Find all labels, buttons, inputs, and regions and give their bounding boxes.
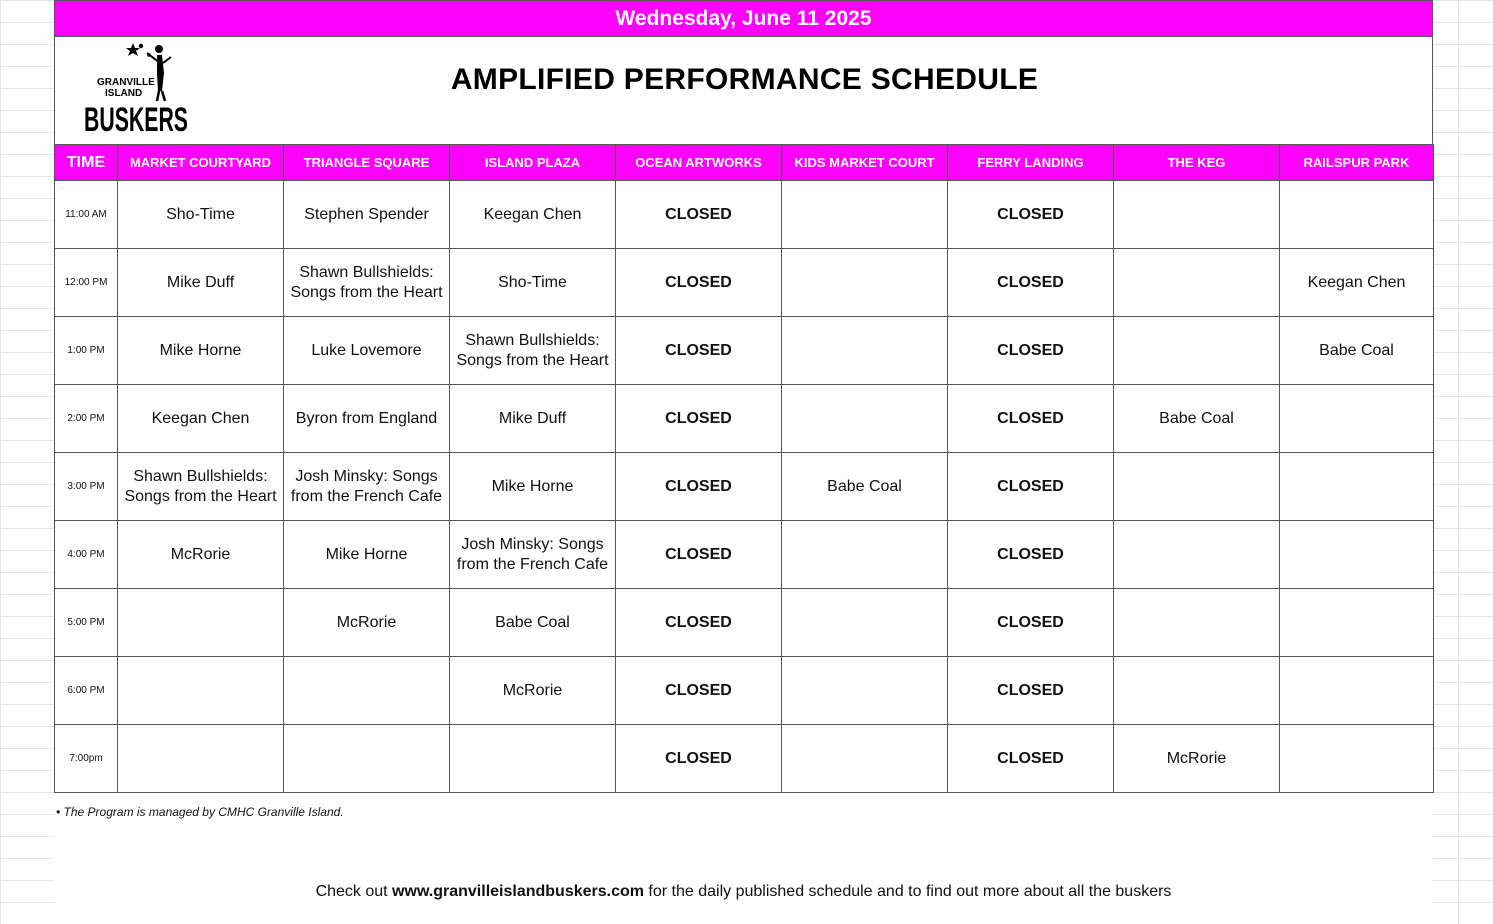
performer-cell: Sho-Time [118,181,284,249]
performer-cell [1114,657,1280,725]
closed-cell: CLOSED [948,249,1114,317]
closed-cell: CLOSED [616,317,782,385]
performer-cell [782,181,948,249]
closed-cell: CLOSED [948,385,1114,453]
performer-cell [782,521,948,589]
performer-cell: Mike Horne [284,521,450,589]
table-row [55,453,1434,521]
performer-cell [1114,521,1280,589]
footer-prefix: Check out [315,883,393,900]
venue-header: OCEAN ARTWORKS [616,145,782,181]
closed-cell: CLOSED [616,657,782,725]
venue-header: THE KEG [1114,145,1280,181]
closed-cell: CLOSED [616,521,782,589]
time-column-header: TIME [55,145,118,181]
closed-cell: CLOSED [948,453,1114,521]
time-cell: 4:00 PM [55,521,118,589]
performer-cell: Mike Horne [118,317,284,385]
program-note: • The Program is managed by CMHC Granville Island. [56,805,344,819]
table-row [55,725,1434,793]
table-row [55,385,1434,453]
performer-cell: Shawn Bullshields: Songs from the Heart [284,249,450,317]
performer-cell [782,725,948,793]
performer-cell [1280,657,1434,725]
venue-header: MARKET COURTYARD [118,145,284,181]
performer-cell [1280,589,1434,657]
closed-cell: CLOSED [616,589,782,657]
logo-line-1: GRANVILLE [97,77,155,88]
performer-cell: Mike Horne [450,453,616,521]
table-row [55,521,1434,589]
performer-cell: Babe Coal [1280,317,1434,385]
performer-cell [1280,181,1434,249]
schedule-sheet [54,0,1433,924]
performer-cell [450,725,616,793]
performer-cell: Josh Minsky: Songs from the French Cafe [284,453,450,521]
performer-cell [1280,385,1434,453]
footer-section [54,860,1433,924]
performer-cell [118,657,284,725]
logo-line-2: ISLAND [105,88,143,99]
website-link[interactable]: www.granvilleislandbuskers.com [392,883,644,900]
closed-cell: CLOSED [616,453,782,521]
venue-header: ISLAND PLAZA [450,145,616,181]
performer-cell [782,249,948,317]
performer-cell: Babe Coal [450,589,616,657]
time-cell: 2:00 PM [55,385,118,453]
table-row [55,657,1434,725]
table-row [55,249,1434,317]
performer-cell: Babe Coal [782,453,948,521]
performance-schedule-table [54,144,1434,793]
time-cell: 11:00 AM [55,181,118,249]
closed-cell: CLOSED [948,181,1114,249]
venue-header: TRIANGLE SQUARE [284,145,450,181]
performer-cell: McRorie [1114,725,1280,793]
time-cell: 5:00 PM [55,589,118,657]
time-cell: 12:00 PM [55,249,118,317]
time-cell: 1:00 PM [55,317,118,385]
date-banner: Wednesday, June 11 2025 [54,0,1433,37]
closed-cell: CLOSED [948,725,1114,793]
performer-cell [782,385,948,453]
performer-cell [1114,589,1280,657]
performer-cell [118,589,284,657]
logo-line-3: BUSKERS [84,101,188,139]
performer-cell: Keegan Chen [450,181,616,249]
table-row [55,181,1434,249]
table-row [55,317,1434,385]
footer-suffix: for the daily published schedule and to find out more about all the buskers [643,883,1172,900]
performer-cell [284,657,450,725]
closed-cell: CLOSED [616,725,782,793]
performer-cell: Luke Lovemore [284,317,450,385]
performer-cell: Mike Duff [450,385,616,453]
performer-cell [118,725,284,793]
closed-cell: CLOSED [616,249,782,317]
performer-cell: Sho-Time [450,249,616,317]
table-row [55,589,1434,657]
performer-cell [1280,453,1434,521]
performer-cell: McRorie [118,521,284,589]
performer-cell: Josh Minsky: Songs from the French Cafe [450,521,616,589]
closed-cell: CLOSED [948,589,1114,657]
performer-cell: Mike Duff [118,249,284,317]
performer-cell [1114,317,1280,385]
footer-text [54,883,1433,901]
closed-cell: CLOSED [948,657,1114,725]
closed-cell: CLOSED [616,181,782,249]
performer-cell: Babe Coal [1114,385,1280,453]
page-title: AMPLIFIED PERFORMANCE SCHEDULE [450,63,1039,96]
venue-header: RAILSPUR PARK [1280,145,1434,181]
venue-header: KIDS MARKET COURT [782,145,948,181]
performer-cell [1114,181,1280,249]
performer-cell [782,317,948,385]
venue-header: FERRY LANDING [948,145,1114,181]
time-cell: 3:00 PM [55,453,118,521]
closed-cell: CLOSED [948,521,1114,589]
performer-cell: McRorie [450,657,616,725]
performer-cell [1280,521,1434,589]
closed-cell: CLOSED [616,385,782,453]
performer-cell: Shawn Bullshields: Songs from the Heart [450,317,616,385]
performer-cell [782,589,948,657]
performer-cell [284,725,450,793]
performer-cell: Keegan Chen [118,385,284,453]
performer-cell: McRorie [284,589,450,657]
performer-cell [1280,725,1434,793]
performer-cell: Stephen Spender [284,181,450,249]
time-cell: 6:00 PM [55,657,118,725]
time-cell: 7:00pm [55,725,118,793]
performer-cell: Byron from England [284,385,450,453]
performer-cell [1114,453,1280,521]
performer-cell [782,657,948,725]
performer-cell: Keegan Chen [1280,249,1434,317]
table-header-row [55,145,1434,181]
header-section [54,37,1433,145]
closed-cell: CLOSED [948,317,1114,385]
performer-cell [1114,249,1280,317]
performer-cell: Shawn Bullshields: Songs from the Heart [118,453,284,521]
